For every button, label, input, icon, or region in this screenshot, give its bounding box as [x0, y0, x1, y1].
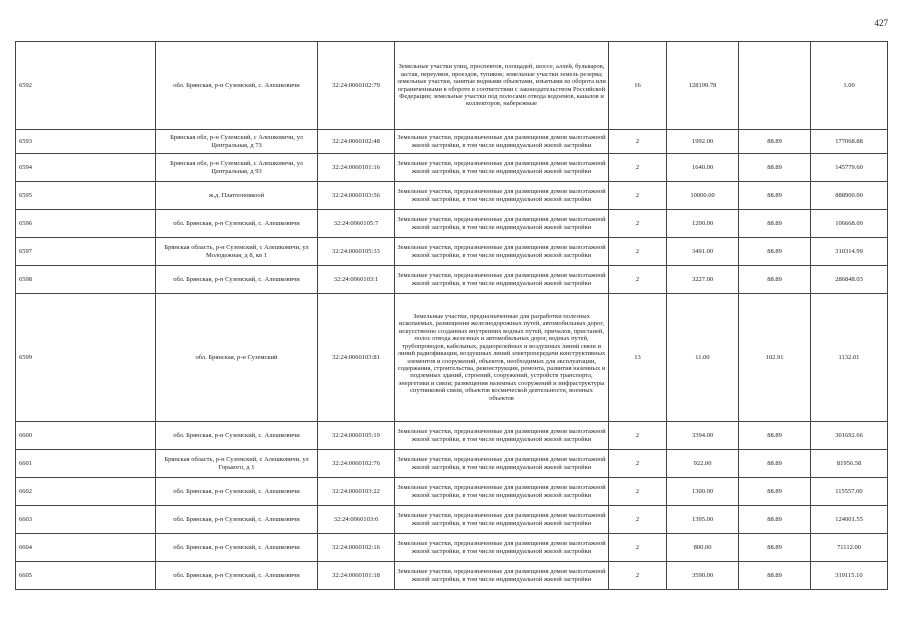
value-cell: 124001.55 [811, 506, 888, 534]
area-cell: 1300.00 [667, 478, 739, 506]
land-use-cell: Земельные участки, предназначенные для размещения домов малоэтажной жилой застройки, в том числе индивидуальной жилой застройки [395, 534, 609, 562]
group-cell: 2 [609, 266, 667, 294]
rate-cell: 88.89 [739, 238, 811, 266]
row-number: 6596 [16, 210, 156, 238]
land-use-cell: Земельные участки, предназначенные для размещения домов малоэтажной жилой застройки, в том числе индивидуальной жилой застройки [395, 210, 609, 238]
rate-cell: 88.89 [739, 130, 811, 154]
cadastral-number-cell: 32:24:0060105:33 [318, 238, 395, 266]
group-cell: 2 [609, 534, 667, 562]
table-row [16, 422, 888, 450]
value-cell: 71112.00 [811, 534, 888, 562]
address-cell: обл. Брянская, р-н Суземский, с. Алешковичи [156, 42, 318, 130]
land-use-cell: Земельные участки, предназначенные для размещения домов малоэтажной жилой застройки, в том числе индивидуальной жилой застройки [395, 422, 609, 450]
land-use-cell: Земельные участки, предназначенные для размещения домов малоэтажной жилой застройки, в том числе индивидуальной жилой застройки [395, 562, 609, 590]
group-cell: 2 [609, 130, 667, 154]
area-cell: 1200.00 [667, 210, 739, 238]
table-row [16, 478, 888, 506]
cadastral-number-cell: 32:24:0060102:48 [318, 130, 395, 154]
value-cell: 177068.88 [811, 130, 888, 154]
address-cell: Брянская область, р-н Суземский, с Алешковичи, ул Горького, д 1 [156, 450, 318, 478]
land-use-cell: Земельные участки, предназначенные для размещения домов малоэтажной жилой застройки, в том числе индивидуальной жилой застройки [395, 154, 609, 182]
row-number: 6599 [16, 294, 156, 422]
row-number: 6605 [16, 562, 156, 590]
address-cell: обл. Брянская, р-н Суземский, с. Алешковичи [156, 266, 318, 294]
rate-cell: 88.89 [739, 450, 811, 478]
row-number: 6604 [16, 534, 156, 562]
rate-cell: 88.89 [739, 210, 811, 238]
cadastral-number-cell: 32:24:0060103:81 [318, 294, 395, 422]
address-cell: Брянская обл, р-н Суземский, с Алешковичи, ул Центральная, д 73 [156, 130, 318, 154]
table-row [16, 130, 888, 154]
address-cell: обл. Брянская, р-н Суземский, с. Алешковичи [156, 534, 318, 562]
rate-cell: 88.89 [739, 478, 811, 506]
land-use-cell: Земельные участки, предназначенные для размещения домов малоэтажной жилой застройки, в том числе индивидуальной жилой застройки [395, 506, 609, 534]
row-number: 6597 [16, 238, 156, 266]
address-cell: обл. Брянская, р-н Суземский, с. Алешковичи [156, 422, 318, 450]
table-row [16, 294, 888, 422]
table-row [16, 154, 888, 182]
value-cell: 1.00 [811, 42, 888, 130]
address-cell: Брянская обл, р-н Суземский, с Алешковичи, ул Центральная, д 93 [156, 154, 318, 182]
table-row [16, 534, 888, 562]
row-number: 6600 [16, 422, 156, 450]
cadastral-number-cell: 32:24:0060101:16 [318, 154, 395, 182]
table-row [16, 450, 888, 478]
land-use-cell: Земельные участки, предназначенные для размещения домов малоэтажной жилой застройки, в том числе индивидуальной жилой застройки [395, 130, 609, 154]
rate-cell: 88.89 [739, 182, 811, 210]
address-cell: ж.д. Платооновкоой [156, 182, 318, 210]
value-cell: 319115.10 [811, 562, 888, 590]
table-row [16, 238, 888, 266]
land-use-cell: Земельные участки улиц, проспектов, площадей, шоссе, аллей, бульваров, застав, переулков, проездов, тупиков; земельные участки земель резерва; земельные участки, занятые водными объектами, изъятыми из оборота или ограниченными в обороте в соответствии с законодательством Российской Федерации; земельные участки под полосами отвода водоемов, каналов и коллекторов, набережные [395, 42, 609, 130]
area-cell: 11.00 [667, 294, 739, 422]
group-cell: 2 [609, 450, 667, 478]
rate-cell: 88.89 [739, 534, 811, 562]
value-cell: 286848.03 [811, 266, 888, 294]
area-cell: 1395.00 [667, 506, 739, 534]
area-cell: 922.00 [667, 450, 739, 478]
address-cell: Брянская область, р-н Суземский, с Алешковичи, ул Молодежная, д 8, кв 1 [156, 238, 318, 266]
land-use-cell: Земельные участки, предназначенные для размещения домов малоэтажной жилой застройки, в том числе индивидуальной жилой застройки [395, 450, 609, 478]
table-row [16, 210, 888, 238]
value-cell: 81956.58 [811, 450, 888, 478]
address-cell: обл. Брянская, р-н Суземский, с. Алешковичи [156, 478, 318, 506]
value-cell: 1132.01 [811, 294, 888, 422]
rate-cell: 88.89 [739, 562, 811, 590]
land-use-cell: Земельные участки, предназначенные для размещения домов малоэтажной жилой застройки, в том числе индивидуальной жилой застройки [395, 238, 609, 266]
group-cell: 2 [609, 182, 667, 210]
rate-cell: 88.89 [739, 422, 811, 450]
row-number: 6602 [16, 478, 156, 506]
row-number: 6603 [16, 506, 156, 534]
area-cell: 3394.00 [667, 422, 739, 450]
table-row [16, 266, 888, 294]
area-cell: 3491.00 [667, 238, 739, 266]
address-cell: обл. Брянская, р-н Суземский, с. Алешковичи [156, 210, 318, 238]
table-row [16, 562, 888, 590]
land-table [15, 41, 888, 590]
cadastral-number-cell: 32:24:0060103:1 [318, 266, 395, 294]
value-cell: 888900.00 [811, 182, 888, 210]
group-cell: 2 [609, 238, 667, 266]
land-use-cell: Земельные участки, предназначенные для размещения домов малоэтажной жилой застройки, в том числе индивидуальной жилой застройки [395, 182, 609, 210]
value-cell: 115557.00 [811, 478, 888, 506]
cadastral-number-cell: 32:24:0060103:22 [318, 478, 395, 506]
area-cell: 128199.78 [667, 42, 739, 130]
row-number: 6594 [16, 154, 156, 182]
group-cell: 2 [609, 478, 667, 506]
rate-cell [739, 42, 811, 130]
rate-cell: 88.89 [739, 154, 811, 182]
row-number: 6601 [16, 450, 156, 478]
rate-cell: 88.89 [739, 266, 811, 294]
cadastral-number-cell: 32:24:0060103:56 [318, 182, 395, 210]
address-cell: обл. Брянская, р-н Суземский [156, 294, 318, 422]
area-cell: 1640.00 [667, 154, 739, 182]
value-cell: 106668.00 [811, 210, 888, 238]
rate-cell: 102.91 [739, 294, 811, 422]
land-use-cell: Земельные участки, предназначенные для разработки полезных ископаемых, размещения железнодорожных путей, автомобильных дорог, искусственно созданных внутренних водных путей, причалов, пристаней, полос отвода железных и автомобильных дорог, водных путей, трубопроводов, кабельных, радиорелейных и воздушных линий связи и линий радиофикации, воздушных линий электропередачи конструктивных элементов и сооружений, объектов, необходимых для эксплуатации, содержания, строительства, реконструкции, ремонта, развития наземных и подземных зданий, строений, сооружений, устройств транспорта, энергетики и связи; размещения наземных сооружений и инфраструктуры спутниковой связи, объектов космической деятельности, военных объектов [395, 294, 609, 422]
group-cell: 2 [609, 506, 667, 534]
cadastral-number-cell: 32:24:0060102:76 [318, 450, 395, 478]
area-cell: 10000.00 [667, 182, 739, 210]
group-cell: 16 [609, 42, 667, 130]
land-use-cell: Земельные участки, предназначенные для размещения домов малоэтажной жилой застройки, в том числе индивидуальной жилой застройки [395, 266, 609, 294]
table-row [16, 182, 888, 210]
row-number: 6593 [16, 130, 156, 154]
cadastral-number-cell: 32:24:0060101:18 [318, 562, 395, 590]
value-cell: 310314.99 [811, 238, 888, 266]
area-cell: 3590.00 [667, 562, 739, 590]
group-cell: 13 [609, 294, 667, 422]
cadastral-number-cell: 32:24:0060102:79 [318, 42, 395, 130]
row-number: 6598 [16, 266, 156, 294]
area-cell: 1992.00 [667, 130, 739, 154]
cadastral-number-cell: 32:24:0060105:19 [318, 422, 395, 450]
value-cell: 145779.60 [811, 154, 888, 182]
table-body [16, 42, 888, 590]
land-use-cell: Земельные участки, предназначенные для размещения домов малоэтажной жилой застройки, в том числе индивидуальной жилой застройки [395, 478, 609, 506]
row-number: 6592 [16, 42, 156, 130]
group-cell: 2 [609, 562, 667, 590]
group-cell: 2 [609, 422, 667, 450]
table-row [16, 42, 888, 130]
group-cell: 2 [609, 154, 667, 182]
group-cell: 2 [609, 210, 667, 238]
value-cell: 301692.66 [811, 422, 888, 450]
page-number: 427 [874, 18, 888, 28]
cadastral-number-cell: 32:24:0060102:16 [318, 534, 395, 562]
address-cell: обл. Брянская, р-н Суземский, с. Алешковичи [156, 506, 318, 534]
area-cell: 3227.00 [667, 266, 739, 294]
address-cell: обл. Брянская, р-н Суземский, с. Алешковичи [156, 562, 318, 590]
area-cell: 800.00 [667, 534, 739, 562]
rate-cell: 88.89 [739, 506, 811, 534]
cadastral-number-cell: 32:24:0060103:6 [318, 506, 395, 534]
row-number: 6595 [16, 182, 156, 210]
cadastral-number-cell: 32:24:0060105:7 [318, 210, 395, 238]
table-row [16, 506, 888, 534]
